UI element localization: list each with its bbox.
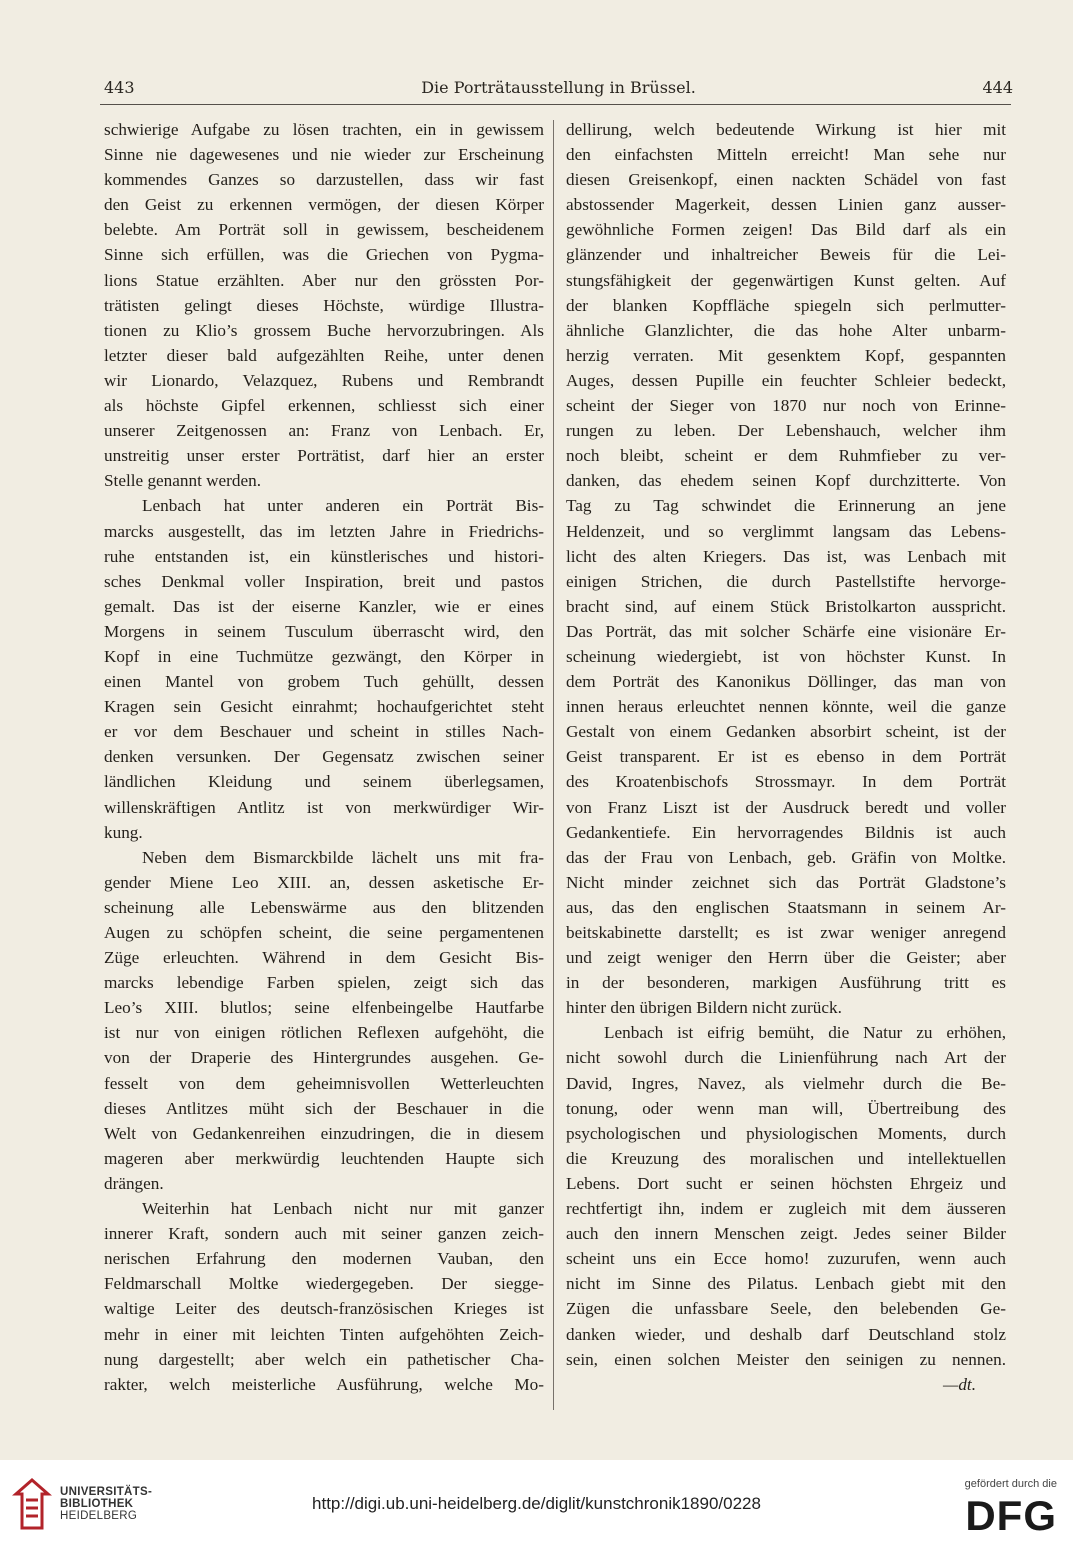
text-line: von der Draperie des Hintergrundes ausgehen. Ge-: [104, 1048, 544, 1068]
text-line: marcks ausgestellt, das im letzten Jahre in Friedrichs-: [104, 521, 544, 541]
text-line: kommendes Ganzes so darzustellen, dass wir fast: [104, 170, 544, 190]
text-line: Gedankentiefe. Ein hervorragendes Bildnis ist auch: [566, 822, 1006, 842]
text-line: Sinne sich erfüllen, was die Griechen von Pygma-: [104, 245, 544, 265]
header-rule: [100, 104, 1011, 105]
text-line: Gestalt von einem Gedanken absorbirt scheint, ist der: [566, 722, 1006, 742]
text-line: trätisten gelingt dieses Höchste, würdige Illustra-: [104, 295, 544, 315]
text-line: in der besonderen, markigen Ausführung tritt es: [566, 973, 1006, 993]
text-line: gender Miene Leo XIII. an, dessen asketische Er-: [104, 872, 544, 892]
text-line: Weiterhin hat Lenbach nicht nur mit ganzer: [142, 1199, 544, 1219]
text-line: beitskabinette darstellt; es ist zwar weniger anregend: [566, 923, 1006, 942]
text-line: belebte. Am Porträt soll in gewissem, bescheidenem: [104, 220, 544, 240]
text-line: tionen zu Klio’s grossem Buche hervorzubringen. Als: [104, 320, 544, 340]
text-line: danken wieder, und deshalb darf Deutschland stolz: [566, 1324, 1006, 1344]
text-column-left: [104, 117, 544, 1417]
text-line: rakter, welch meisterliche Ausführung, welche Mo-: [104, 1374, 544, 1394]
running-title: Die Porträtausstellung in Brüssel.: [421, 78, 696, 97]
text-line: denken versunken. Der Gegensatz zwischen seiner: [104, 747, 544, 767]
text-line: schwierige Aufgabe zu lösen trachten, ein in gewissem: [104, 120, 544, 139]
text-line: drängen.: [104, 1173, 164, 1193]
text-line: aus, das den englischen Staatsmann in seinem Ar-: [566, 897, 1006, 917]
text-line: Tag zu Tag schwindet die Erinnerung an jene: [566, 496, 1006, 516]
text-line: bracht sind, auf einem Stück Bristolkarton ausspricht.: [566, 596, 1006, 616]
text-line: diesen Greisenkopf, einen nackten Schädel von fast: [566, 170, 1006, 190]
text-line: scheinung wiedergiebt, ist von höchster Kunst. In: [566, 646, 1006, 666]
text-line: den einfachsten Mitteln erreicht! Man sehe nur: [566, 145, 1006, 165]
text-line: ist nur von einigen rötlichen Reflexen aufgehöht, die: [104, 1023, 544, 1043]
text-line: sein, einen solchen Meister den seinigen zu nennen.: [566, 1349, 1006, 1369]
sponsor-text: gefördert durch die: [964, 1478, 1057, 1490]
text-line: abstossender Magerkeit, dessen Linien ganz ausser-: [566, 195, 1006, 215]
text-line: lions Statue erzählten. Aber nur den grössten Por-: [104, 270, 544, 290]
text-line: ruhe entstanden ist, ein künstlerisches und histori-: [104, 546, 544, 566]
text-line: rechtfertigt ihn, indem er zugleich mit dem äusseren: [566, 1199, 1006, 1219]
text-line: ländlichen Kleidung und seinem überlegsamen,: [104, 772, 544, 792]
text-line: nicht im Sinne des Pilatus. Lenbach giebt mit den: [566, 1274, 1006, 1294]
text-line: licht des alten Kriegers. Das ist, was Lenbach mit: [566, 546, 1006, 566]
text-line: den Geist zu erkennen vermögen, der diesen Körper: [104, 195, 544, 215]
text-line: glänzender und inhaltreicher Beweis für die Lei-: [566, 245, 1006, 265]
text-line: —dt.: [943, 1374, 976, 1394]
text-line: mehr in einer mit leichten Tinten aufgehöhten Zeich-: [104, 1324, 544, 1344]
text-line: Lebens. Dort sucht er seinen höchsten Ehrgeiz und: [566, 1173, 1006, 1193]
text-line: ähnliche Glanzlichter, die das hohe Alter unbarm-: [566, 320, 1006, 340]
text-line: innen heraus erleuchtet nennen könnte, weil die ganze: [566, 697, 1006, 717]
text-line: Heldenzeit, und so verglimmt langsam das Lebens-: [566, 521, 1006, 541]
text-line: auch den innern Menschen zeigt. Jedes seiner Bilder: [566, 1224, 1006, 1244]
text-line: Geist transparent. Er ist es ebenso in dem Porträt: [566, 747, 1006, 767]
text-line: Feldmarschall Moltke wiedergegeben. Der siegge-: [104, 1274, 544, 1294]
text-line: der blanken Kopffläche spiegeln sich perlmutter-: [566, 295, 1006, 315]
text-line: stungsfähigkeit der gegenwärtigen Kunst gelten. Auf: [566, 270, 1006, 290]
page-number-left: 443: [104, 78, 135, 97]
text-line: scheint der Sieger von 1870 nur noch von Erinne-: [566, 396, 1006, 416]
text-line: Neben dem Bismarckbilde lächelt uns mit fra-: [142, 847, 544, 867]
text-line: gewöhnliche Formen zeigen! Das Bild darf als ein: [566, 220, 1006, 240]
text-line: nerischen Erfahrung den modernen Vauban, den: [104, 1249, 544, 1269]
text-line: Sinne nie dagewesenes und nie wieder zur Erscheinung: [104, 145, 544, 165]
text-line: er vor dem Beschauer und scheint in stilles Nach-: [104, 722, 544, 742]
text-line: einen Mantel von grobem Tuch gehüllt, dessen: [104, 672, 544, 692]
text-line: kung.: [104, 822, 143, 842]
text-line: noch bleibt, scheint er dem Ruhmfieber zu ver-: [566, 446, 1006, 466]
page-number-right: 444: [982, 78, 1013, 97]
text-line: dem Porträt des Kanonikus Döllinger, das man von: [566, 672, 1006, 692]
text-line: unstreitig unser erster Porträtist, darf hier an erster: [104, 446, 544, 466]
text-line: rungen zu leben. Der Lebenshauch, welcher ihm: [566, 421, 1006, 441]
text-line: dellirung, welch bedeutende Wirkung ist hier mit: [566, 120, 1006, 139]
text-line: Züge erleuchten. Während in dem Gesicht Bis-: [104, 948, 544, 968]
text-line: mageren aber merkwürdig leuchtenden Haupte sich: [104, 1148, 544, 1168]
text-line: dieses Antlitzes müht sich der Beschauer in die: [104, 1098, 544, 1118]
permalink-url[interactable]: http://digi.ub.uni-heidelberg.de/diglit/kunstchronik1890/0228: [312, 1494, 761, 1513]
text-line: gemalt. Das ist der eiserne Kanzler, wie er eines: [104, 596, 544, 616]
text-line: Kopf in eine Tuchmütze gezwängt, den Körper in: [104, 646, 544, 666]
text-line: Stelle genannt werden.: [104, 471, 262, 491]
text-line: Lenbach ist eifrig bemüht, die Natur zu erhöhen,: [604, 1023, 1006, 1043]
text-line: letzter dieser bald aufgezählten Reihe, unter denen: [104, 345, 544, 365]
column-divider: [553, 120, 554, 1410]
text-column-right: [566, 117, 1006, 1417]
text-line: scheinung alle Lebenswärme aus den blitzenden: [104, 897, 544, 917]
text-line: Morgens in seinem Tusculum überrascht wird, den: [104, 621, 544, 641]
text-line: hinter den übrigen Bildern nicht zurück.: [566, 998, 842, 1018]
text-line: unserer Zeitgenossen an: Franz von Lenbach. Er,: [104, 421, 544, 441]
text-line: herzig verraten. Mit gesenktem Kopf, gespannten: [566, 345, 1006, 365]
text-line: wir Lionardo, Velazquez, Rubens und Rembrandt: [104, 370, 544, 390]
text-line: des Kroatenbischofs Strossmayr. In dem Porträt: [566, 772, 1006, 792]
text-line: Lenbach hat unter anderen ein Porträt Bis-: [142, 496, 544, 516]
text-line: Welt von Gedankenreihen einzudringen, die in diesem: [104, 1123, 544, 1143]
running-header: [104, 78, 1013, 102]
text-line: fesselt von dem geheimnisvollen Wetterleuchten: [104, 1073, 544, 1093]
text-line: nicht sowohl durch die Linienführung nach Art der: [566, 1048, 1006, 1068]
text-line: danken, das ehedem seinen Kopf durchzitterte. Von: [566, 471, 1006, 491]
text-line: psychologischen und physiologischen Moments, durch: [566, 1123, 1006, 1143]
text-line: David, Ingres, Navez, als vielmehr durch die Be-: [566, 1073, 1006, 1093]
sponsor-block: [947, 1478, 1057, 1538]
text-line: einigen Strichen, die durch Pastellstifte hervorge-: [566, 571, 1006, 591]
text-line: sches Denkmal voller Inspiration, breit und pastos: [104, 571, 544, 591]
dfg-logo: DFG: [965, 1492, 1057, 1539]
text-line: tonung, oder wenn man will, Übertreibung des: [566, 1098, 1006, 1118]
text-line: scheint uns ein Ecce homo! zuzurufen, wenn auch: [566, 1249, 1006, 1269]
text-line: die Kreuzung des moralischen und intellektuellen: [566, 1148, 1006, 1168]
text-line: Leo’s XIII. blutlos; seine elfenbeingelbe Hautfarbe: [104, 998, 544, 1018]
text-line: Nicht minder zeichnet sich das Porträt Gladstone’s: [566, 872, 1006, 892]
text-line: Auges, dessen Pupille ein feuchter Schleier bedeckt,: [566, 370, 1006, 390]
text-line: Das Porträt, das mit solcher Schärfe eine visionäre Er-: [566, 621, 1006, 641]
text-line: das der Frau von Lenbach, geb. Gräfin von Moltke.: [566, 847, 1006, 867]
text-line: und zeigt weniger den Herrn über die Geister; aber: [566, 948, 1006, 968]
text-line: Zügen die unfassbare Seele, den belebenden Ge-: [566, 1299, 1006, 1319]
text-line: willenskräftigen Antlitz ist von merkwürdiger Wir-: [104, 797, 544, 817]
text-line: marcks lebendige Farben spielen, zeigt sich das: [104, 973, 544, 993]
text-line: Augen zu schöpfen scheint, die seine pergamentenen: [104, 923, 544, 942]
text-line: als höchste Gipfel erkennen, schliesst sich einer: [104, 396, 544, 416]
text-line: Kragen sein Gesicht einrahmt; hochaufgerichtet steht: [104, 697, 544, 717]
footer-bar: [0, 1460, 1073, 1547]
text-line: von Franz Liszt ist der Ausdruck beredt und voller: [566, 797, 1006, 817]
text-line: nung dargestellt; aber welch ein pathetischer Cha-: [104, 1349, 544, 1369]
text-line: waltige Leiter des deutsch-französischen Krieges ist: [104, 1299, 544, 1319]
text-line: innerer Kraft, sondern auch mit seiner ganzen zeich-: [104, 1224, 544, 1244]
library-name: UNIVERSITÄTS- BIBLIOTHEK HEIDELBERG: [60, 1486, 153, 1522]
